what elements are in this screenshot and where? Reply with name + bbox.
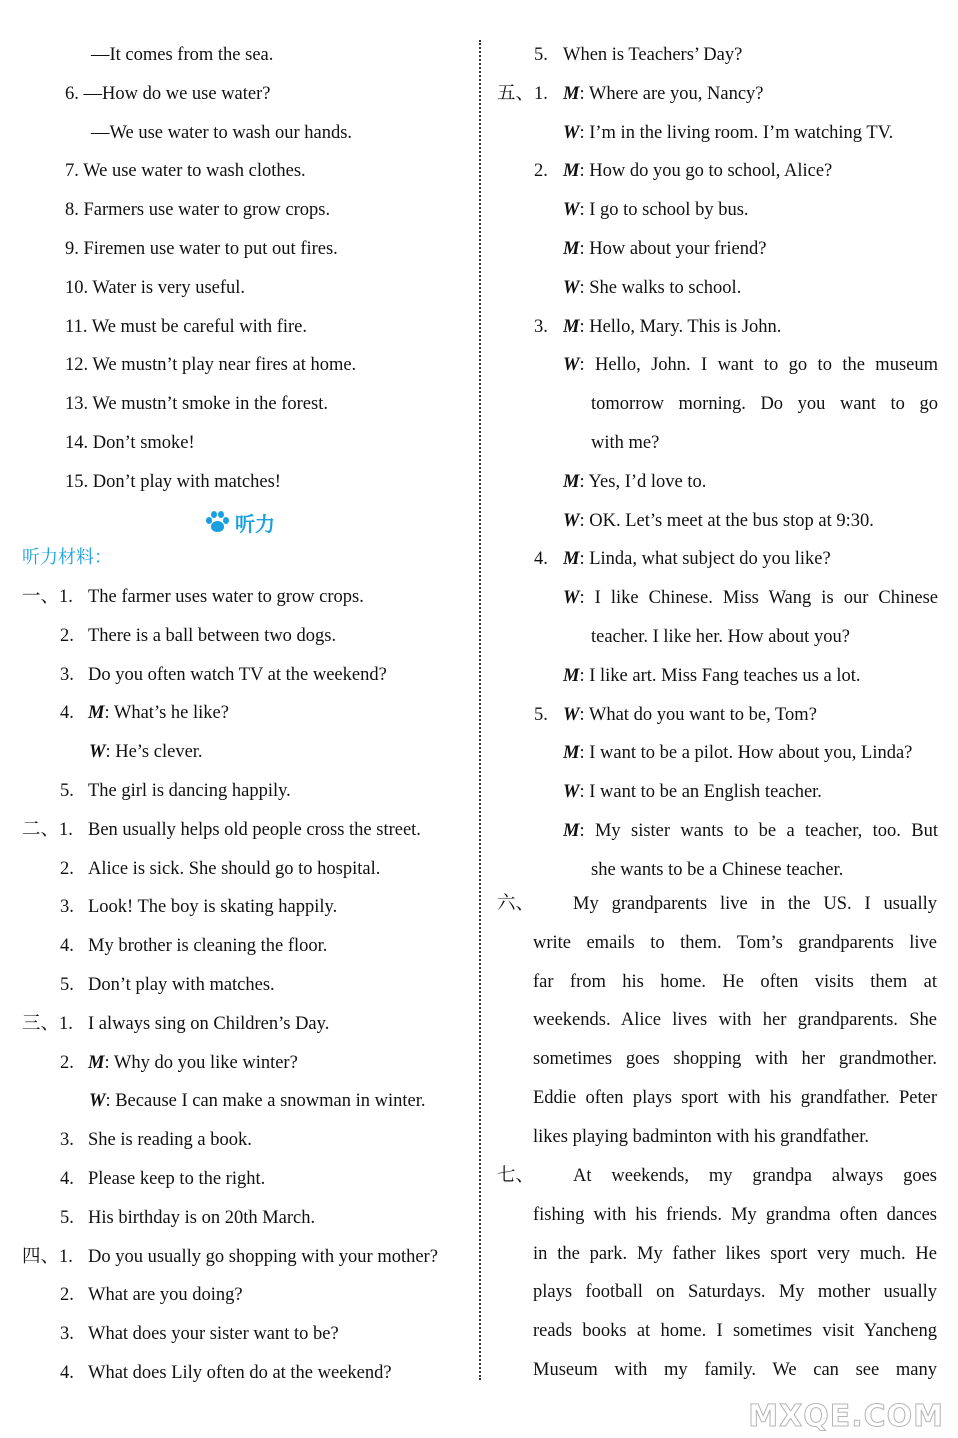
answer-line: 9. Firemen use water to put out fires.	[65, 239, 338, 259]
line-text: What does your sister want to be?	[88, 1324, 339, 1345]
item-number: 4.	[60, 1169, 74, 1189]
line-text: The girl is dancing happily.	[88, 781, 291, 801]
line-text: I always sing on Children’s Day.	[88, 1013, 330, 1034]
line-text: : OK. Let’s meet at the bus stop at 9:30.	[579, 510, 874, 531]
listening-line	[60, 934, 327, 958]
line-text: : What’s he like?	[104, 703, 229, 724]
dialogue-line	[591, 431, 659, 455]
answer-line: 6. —How do we use water?	[65, 83, 271, 104]
listening-line	[89, 740, 203, 764]
line-text: Ben usually helps old people cross the street.	[88, 819, 421, 840]
dialogue-line	[563, 353, 938, 377]
listening-line	[60, 1167, 265, 1191]
answer-line: 8. Farmers use water to grow crops.	[65, 200, 331, 221]
listening-line	[22, 1245, 438, 1269]
line-text: teacher. I like her. How about you?	[591, 627, 850, 647]
speaker-label: W	[563, 704, 580, 725]
passage-line: in the park. My father likes sport very much. He	[533, 1243, 937, 1264]
item-number: 2.	[60, 1052, 74, 1073]
speaker-label: M	[563, 743, 580, 764]
item-number: 4.	[534, 549, 548, 570]
dialogue-line	[534, 159, 832, 183]
speaker-label: M	[563, 239, 580, 259]
speaker-label: W	[563, 355, 580, 376]
passage-line: reads books at home. I sometimes visit Yancheng	[533, 1321, 937, 1342]
item-number: 3.	[60, 1324, 74, 1345]
answer-line: 13. We mustn’t smoke in the forest.	[65, 394, 328, 415]
line-text: : Hello, Mary. This is John.	[579, 316, 782, 337]
passage-label: 六、	[497, 894, 535, 914]
speaker-label: W	[89, 1091, 106, 1112]
watermark: MXQE.COM	[748, 1399, 944, 1434]
line-text: : She walks to school.	[579, 277, 742, 298]
answer-line: —It comes from the sea.	[91, 45, 274, 65]
item-number: 4.	[60, 936, 74, 957]
line-text: : How do you go to school, Alice?	[579, 161, 833, 182]
line-text: with me?	[591, 433, 660, 453]
listening-line	[22, 585, 364, 609]
line-text: There is a ball between two dogs.	[88, 625, 337, 646]
answer-line: 15. Don’t play with matches!	[65, 471, 281, 492]
answer-line: 10. Water is very useful.	[65, 277, 246, 298]
item-number: 2.	[60, 858, 74, 879]
dialogue-line	[563, 276, 741, 300]
line-text: : Yes, I’d love to.	[579, 471, 707, 492]
passage-line: My grandparents live in the US. I usually	[573, 894, 937, 914]
listening-line	[60, 701, 229, 725]
line-text: : I want to be a pilot. How about you, Linda?	[579, 743, 913, 764]
speaker-label: W	[563, 782, 580, 803]
line-text: : What do you want to be, Tom?	[579, 704, 817, 725]
dialogue-line	[563, 664, 861, 688]
item-number: 5.	[60, 975, 74, 995]
speaker-label: M	[563, 471, 580, 492]
speaker-label: M	[563, 83, 580, 104]
answer-line: 12. We mustn’t play near fires at home.	[65, 355, 357, 376]
line-text: : My sister wants to be a teacher, too. But	[579, 821, 938, 841]
line-text: Do you usually go shopping with your mother?	[88, 1246, 438, 1267]
listening-line	[60, 624, 336, 648]
line-text: When is Teachers’ Day?	[563, 45, 743, 65]
passage-line: sometimes goes shopping with her grandmother.	[533, 1049, 937, 1070]
item-number: 4.	[60, 703, 74, 724]
speaker-label: M	[563, 821, 580, 841]
answer-line: 7. We use water to wash clothes.	[65, 161, 306, 182]
item-number: 四、1.	[22, 1246, 73, 1267]
listening-line	[22, 818, 421, 842]
line-text: : Hello, John. I want to go to the museum	[579, 355, 938, 376]
line-text: : I go to school by bus.	[579, 200, 749, 221]
section-title	[205, 508, 275, 536]
speaker-label: W	[89, 742, 106, 763]
listening-line	[60, 779, 291, 803]
paw-icon	[205, 510, 229, 534]
listening-material-heading: 听力材料：	[22, 547, 112, 568]
line-text: : I like art. Miss Fang teaches us a lot.	[579, 665, 861, 686]
line-text: she wants to be a Chinese teacher.	[591, 859, 844, 880]
item-number: 4.	[60, 1363, 74, 1383]
line-text: : Linda, what subject do you like?	[579, 549, 831, 570]
answer-line: —We use water to wash our hands.	[91, 122, 353, 143]
listening-line	[60, 895, 337, 919]
passage-line: likes playing badminton with his grandfather.	[533, 1126, 870, 1147]
passage-line: plays football on Saturdays. My mother usually	[533, 1282, 937, 1303]
line-text: tomorrow morning. Do you want to go	[591, 394, 938, 415]
speaker-label: W	[563, 588, 580, 609]
speaker-label: M	[563, 549, 580, 570]
passage-line: weekends. Alice lives with her grandparents. She	[533, 1010, 937, 1031]
item-number: 5.	[534, 704, 548, 725]
line-text: What does Lily often do at the weekend?	[88, 1363, 392, 1383]
passage-line: Eddie often plays sport with his grandfather. Peter	[533, 1088, 937, 1108]
passage-line: fishing with his friends. My grandma often dances	[533, 1204, 937, 1225]
answer-line: 14. Don’t smoke!	[65, 433, 195, 453]
passage-line: At weekends, my grandpa always goes	[573, 1166, 937, 1186]
speaker-label: W	[563, 200, 580, 221]
line-text: Alice is sick. She should go to hospital.	[88, 858, 381, 879]
speaker-label: W	[563, 277, 580, 298]
dialogue-line	[563, 198, 749, 222]
speaker-label: W	[563, 510, 580, 531]
dialogue-line	[534, 703, 817, 727]
item-number: 三、1.	[22, 1013, 73, 1034]
line-text: My brother is cleaning the floor.	[88, 936, 328, 957]
listening-line	[60, 1361, 392, 1385]
line-text: His birthday is on 20th March.	[88, 1207, 316, 1228]
speaker-label: M	[88, 703, 105, 724]
dialogue-line	[563, 819, 938, 843]
speaker-label: M	[563, 316, 580, 337]
speaker-label: M	[563, 161, 580, 182]
line-text: : I’m in the living room. I’m watching TV.	[579, 122, 894, 143]
dialogue-line	[563, 121, 893, 145]
line-text: She is reading a book.	[88, 1130, 252, 1151]
listening-line	[60, 1051, 298, 1075]
listening-line	[60, 663, 387, 687]
speaker-label: M	[88, 1052, 105, 1073]
line-text: : Where are you, Nancy?	[579, 83, 764, 104]
line-text: : I want to be an English teacher.	[579, 782, 822, 803]
item-number: 5.	[60, 781, 74, 801]
line-text: : He’s clever.	[105, 742, 203, 763]
column-divider	[479, 40, 481, 1380]
item-number: 3.	[534, 316, 548, 337]
dialogue-line	[591, 392, 938, 416]
line-text: The farmer uses water to grow crops.	[88, 587, 364, 607]
speaker-label: W	[563, 122, 580, 143]
item-number: 五、1.	[497, 83, 548, 104]
dialogue-line	[563, 741, 912, 765]
line-text: Look! The boy is skating happily.	[88, 897, 338, 918]
line-text: Don’t play with matches.	[88, 975, 275, 995]
passage-line: write emails to them. Tom’s grandparents live	[533, 932, 937, 953]
item-number: 3.	[60, 897, 74, 918]
line-text: What are you doing?	[88, 1285, 243, 1306]
dialogue-line	[591, 858, 843, 882]
item-number: 2.	[60, 1285, 74, 1306]
answer-line: 11. We must be careful with fire.	[65, 316, 308, 337]
dialogue-line	[563, 780, 822, 804]
item-number: 一、1.	[22, 587, 73, 607]
passage-line: Museum with my family. We can see many	[533, 1360, 937, 1380]
section-title-text: 听力	[235, 511, 275, 536]
listening-line	[60, 1283, 243, 1307]
line-text: : Why do you like winter?	[104, 1052, 298, 1073]
listening-line	[60, 1322, 339, 1346]
dialogue-line	[534, 547, 831, 571]
item-number: 5.	[60, 1207, 74, 1228]
listening-line	[60, 1206, 315, 1230]
dialogue-line	[563, 586, 938, 610]
speaker-label: M	[563, 665, 580, 686]
item-number: 2.	[534, 161, 548, 182]
line-text: : How about your friend?	[579, 239, 767, 259]
item-number: 5.	[534, 45, 548, 65]
listening-line	[60, 973, 275, 997]
dialogue-line	[563, 470, 706, 494]
passage-line: far from his home. He often visits them at	[533, 971, 937, 992]
listening-line	[89, 1089, 426, 1113]
listening-line	[22, 1012, 329, 1036]
line-text: Please keep to the right.	[88, 1169, 266, 1189]
item-number: 二、1.	[22, 819, 73, 840]
item-number: 2.	[60, 625, 74, 646]
line-text: Do you often watch TV at the weekend?	[88, 664, 387, 685]
dialogue-line	[591, 625, 850, 649]
line-text: : Because I can make a snowman in winter.	[105, 1091, 426, 1112]
item-number: 3.	[60, 664, 74, 685]
listening-line	[60, 1128, 252, 1152]
passage-label: 七、	[497, 1166, 535, 1186]
dialogue-line	[497, 82, 764, 106]
dialogue-line	[534, 43, 742, 67]
dialogue-line	[563, 509, 874, 533]
line-text: : I like Chinese. Miss Wang is our Chinese	[579, 588, 938, 609]
listening-line	[60, 857, 380, 881]
dialogue-line	[563, 237, 766, 261]
item-number: 3.	[60, 1130, 74, 1151]
dialogue-line	[534, 315, 781, 339]
